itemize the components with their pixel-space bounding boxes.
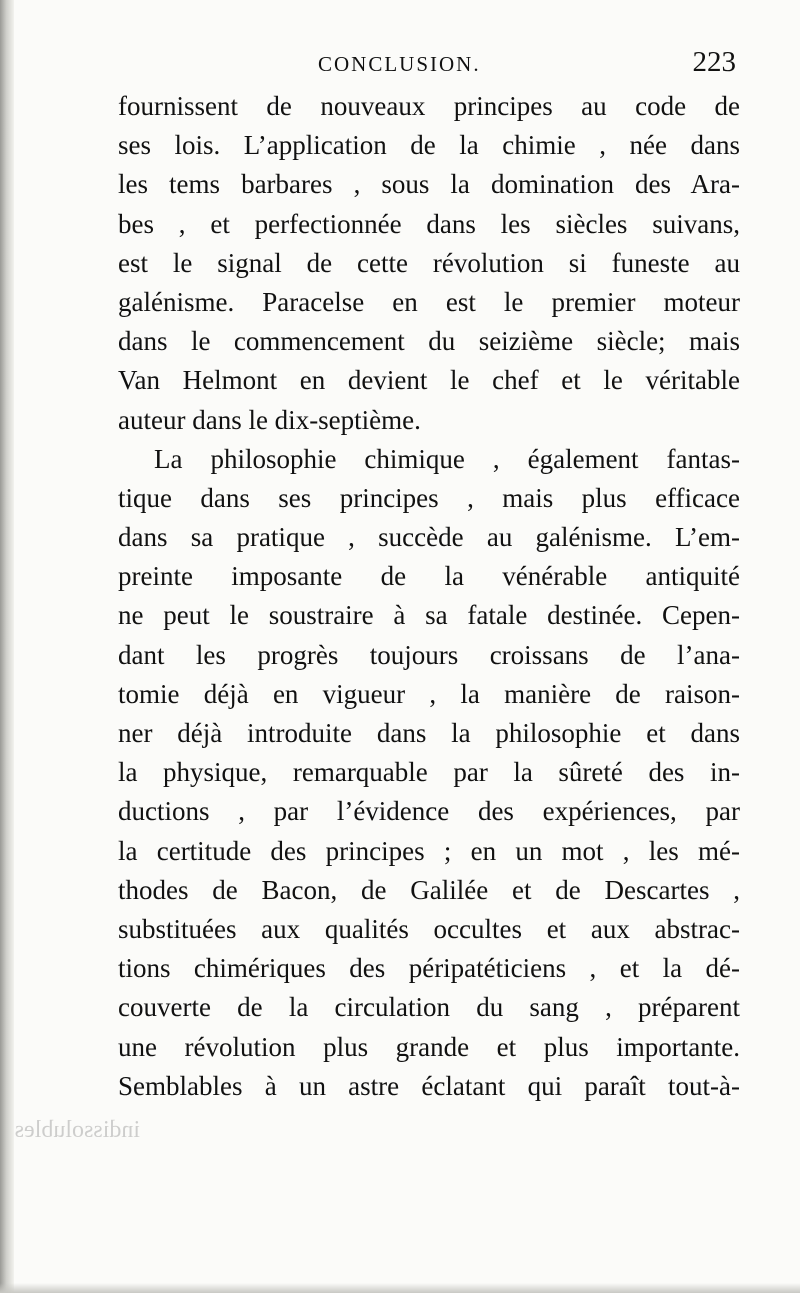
text-line: la certitude des principes ; en un mot , les mé- xyxy=(118,835,740,866)
text-line: auteur dans le dix-septième. xyxy=(118,404,421,435)
text-line: La philosophie chimique , également fantas- xyxy=(154,443,740,474)
text-line: bes , et perfectionnée dans les siècles suivans, xyxy=(118,208,740,239)
body-text xyxy=(118,87,740,1106)
text-line: dans sa pratique , succède au galénisme. L’em- xyxy=(118,522,740,553)
running-head: CONCLUSION. xyxy=(318,52,481,76)
text-line: tions chimériques des péripatéticiens , et la dé- xyxy=(118,953,740,984)
text-line: ductions , par l’évidence des expériences, par xyxy=(118,796,740,827)
page-number: 223 xyxy=(692,46,736,78)
text-line: Van Helmont en devient le chef et le véritable xyxy=(118,365,740,396)
text-line: substituées aux qualités occultes et aux abstrac- xyxy=(118,913,740,944)
text-line: ses lois. L’application de la chimie , née dans xyxy=(118,130,740,161)
text-line: la physique, remarquable par la sûreté des in- xyxy=(118,757,740,788)
text-line: Semblables à un astre éclatant qui paraît tout-à- xyxy=(118,1070,740,1101)
text-line: couverte de la circulation du sang , préparent xyxy=(118,992,740,1023)
text-line: ne peut le soustraire à sa fatale destinée. Cepen- xyxy=(118,600,740,631)
text-line: tique dans ses principes , mais plus efficace xyxy=(118,482,740,513)
page-bottom-shadow xyxy=(0,1283,800,1293)
text-line: dant les progrès toujours croissans de l’ana- xyxy=(118,639,740,670)
bleed-through-text: indissolubles xyxy=(14,1117,140,1143)
text-line: fournissent de nouveaux principes au code de xyxy=(118,91,740,121)
text-line: preinte imposante de la vénérable antiquité xyxy=(118,561,740,592)
page-header xyxy=(118,44,740,84)
text-line: ner déjà introduite dans la philosophie et dans xyxy=(118,718,740,748)
text-line: les tems barbares , sous la domination des Ara- xyxy=(118,169,740,200)
text-line: dans le commencement du seizième siècle; mais xyxy=(118,326,740,357)
text-line: tomie déjà en vigueur , la manière de raison- xyxy=(118,678,740,709)
text-line: une révolution plus grande et plus importante. xyxy=(118,1031,740,1062)
text-line: thodes de Bacon, de Galilée et de Descartes , xyxy=(118,874,740,905)
page-gutter-shadow xyxy=(0,0,14,1293)
text-line: galénisme. Paracelse en est le premier moteur xyxy=(118,286,740,317)
text-line: est le signal de cette révolution si funeste au xyxy=(118,247,740,278)
